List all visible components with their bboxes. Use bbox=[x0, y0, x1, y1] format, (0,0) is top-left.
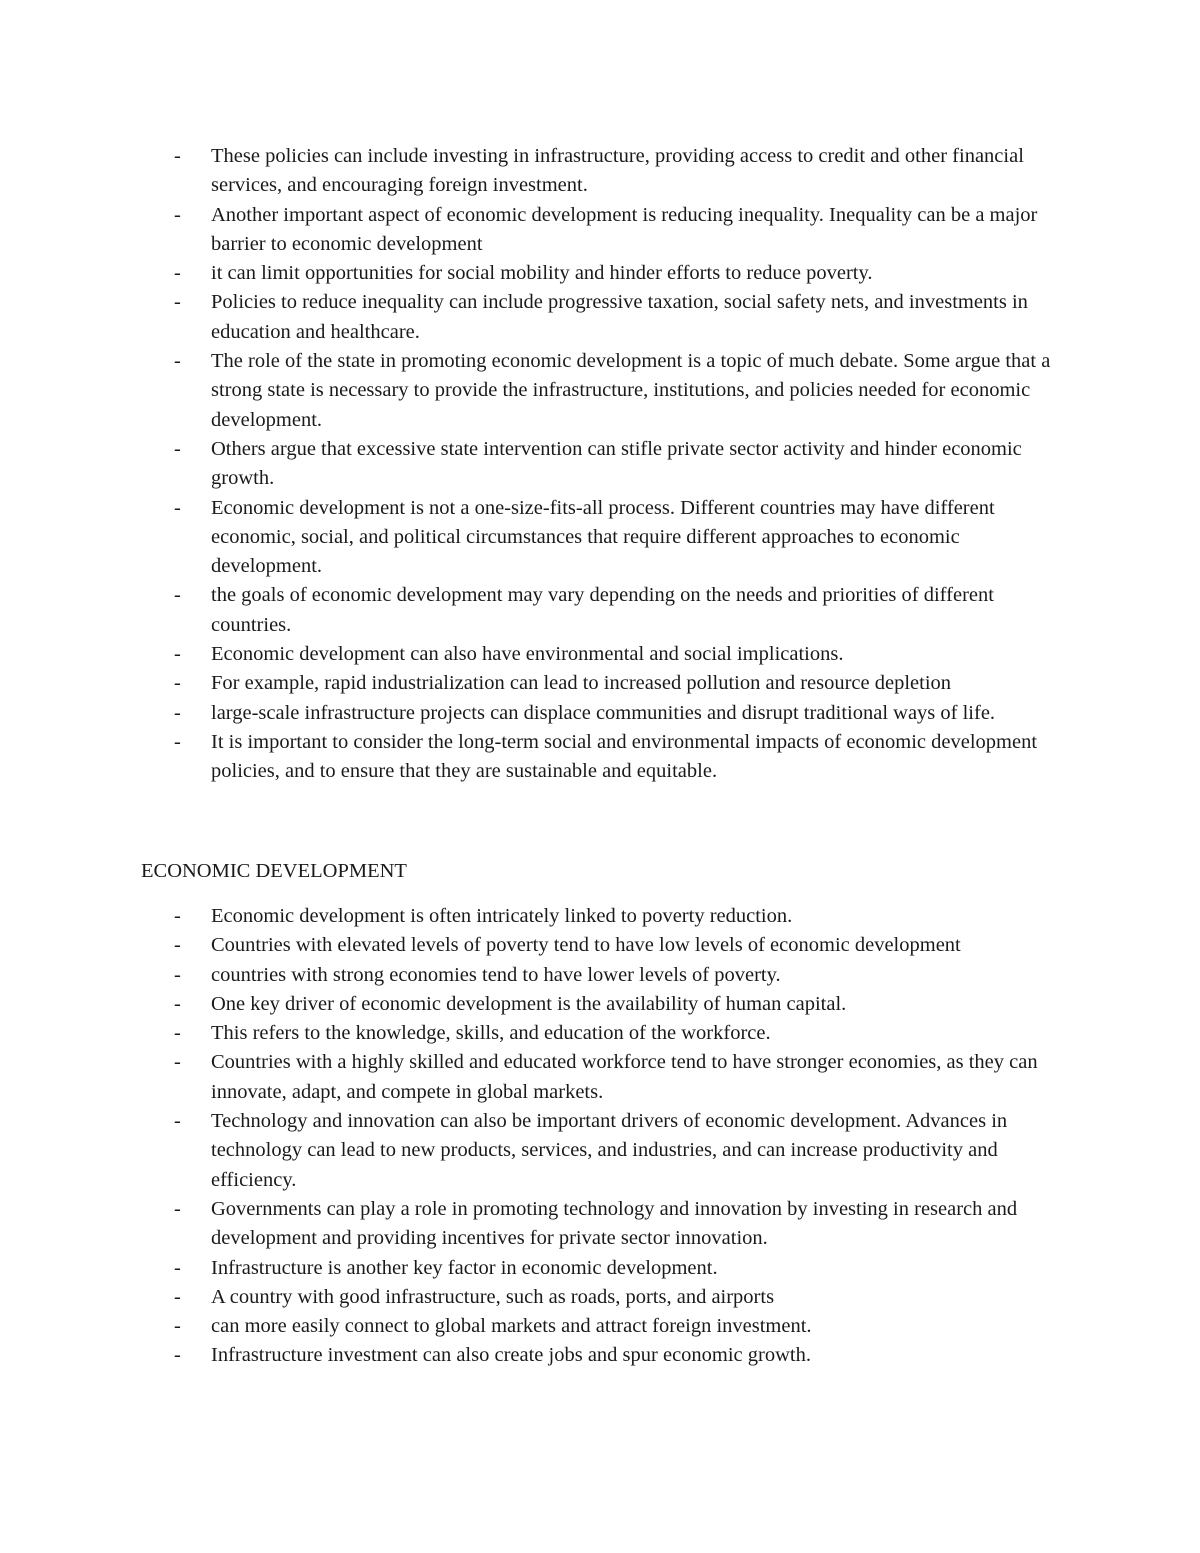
dash-bullet: - bbox=[174, 496, 181, 519]
list-item-text: Countries with elevated levels of poverty tend to have low levels of economic development bbox=[211, 934, 961, 957]
dash-bullet: - bbox=[174, 1315, 181, 1338]
list-item-text: A country with good infrastructure, such as roads, ports, and airports bbox=[211, 1285, 775, 1308]
list-item bbox=[174, 581, 1074, 640]
list-item bbox=[174, 902, 1074, 931]
list-item bbox=[174, 1107, 1074, 1195]
list-item-text: can more easily connect to global markets and attract foreign investment. bbox=[211, 1315, 812, 1338]
list-item-text: It is important to consider the long-term social and environmental impacts of economic development policies, and to ensure that they are sustainable and equitable. bbox=[211, 730, 1038, 783]
dash-bullet: - bbox=[174, 584, 181, 607]
list-item-text: One key driver of economic development is the availability of human capital. bbox=[211, 992, 847, 1015]
list-item bbox=[174, 669, 1074, 698]
list-item-text: Governments can play a role in promoting technology and innovation by investing in research and development and providing incentives for private sector innovation. bbox=[211, 1197, 1018, 1250]
list-item bbox=[174, 1341, 1074, 1370]
list-item bbox=[174, 435, 1074, 494]
bullet-list-1 bbox=[174, 142, 1074, 787]
list-item-text: Another important aspect of economic development is reducing inequality. Inequality can be a major barrier to economic development bbox=[211, 203, 1038, 255]
list-item-text: These policies can include investing in infrastructure, providing access to credit and other financial services, and encouraging foreign investment. bbox=[211, 145, 1024, 197]
list-item bbox=[174, 288, 1074, 347]
dash-bullet: - bbox=[174, 350, 181, 373]
dash-bullet: - bbox=[174, 1051, 181, 1074]
list-item-text: countries with strong economies tend to have lower levels of poverty. bbox=[211, 963, 781, 986]
list-item bbox=[174, 347, 1074, 435]
dash-bullet: - bbox=[174, 643, 181, 666]
list-item-text: it can limit opportunities for social mobility and hinder efforts to reduce poverty. bbox=[211, 262, 873, 285]
list-item bbox=[174, 201, 1074, 260]
list-item-text: Economic development is often intricately linked to poverty reduction. bbox=[211, 905, 793, 927]
list-item bbox=[174, 1195, 1074, 1254]
list-item bbox=[174, 640, 1074, 669]
list-item-text: Infrastructure is another key factor in economic development. bbox=[211, 1256, 718, 1279]
list-item bbox=[174, 142, 1074, 201]
dash-bullet: - bbox=[174, 934, 181, 957]
dash-bullet: - bbox=[174, 672, 181, 695]
list-item bbox=[174, 259, 1074, 288]
list-item bbox=[174, 961, 1074, 990]
list-item bbox=[174, 1019, 1074, 1048]
dash-bullet: - bbox=[174, 730, 181, 753]
list-item bbox=[174, 931, 1074, 960]
list-item bbox=[174, 1312, 1074, 1341]
dash-bullet: - bbox=[174, 963, 181, 986]
dash-bullet: - bbox=[174, 145, 181, 167]
list-item bbox=[174, 699, 1074, 728]
list-item-text: The role of the state in promoting economic development is a topic of much debate. Some argue that a strong state is necessary to provide the infrastructure, institutions, and policies needed for economic development. bbox=[211, 350, 1051, 431]
dash-bullet: - bbox=[174, 701, 181, 724]
dash-bullet: - bbox=[174, 291, 181, 314]
list-item bbox=[174, 728, 1074, 787]
dash-bullet: - bbox=[174, 1110, 181, 1133]
list-item bbox=[174, 494, 1074, 582]
list-item bbox=[174, 1254, 1074, 1283]
dash-bullet: - bbox=[174, 1344, 181, 1367]
list-item-text: Economic development can also have environmental and social implications. bbox=[211, 643, 844, 666]
section-heading: ECONOMIC DEVELOPMENT bbox=[141, 860, 407, 882]
list-item bbox=[174, 1283, 1074, 1312]
list-item-text: For example, rapid industrialization can lead to increased pollution and resource depletion bbox=[211, 672, 952, 695]
list-item bbox=[174, 1048, 1074, 1107]
list-item-text: the goals of economic development may vary depending on the needs and priorities of different countries. bbox=[211, 584, 994, 636]
list-item-text: large-scale infrastructure projects can displace communities and disrupt traditional ways of life. bbox=[211, 701, 996, 724]
list-item-text: Infrastructure investment can also create jobs and spur economic growth. bbox=[211, 1344, 811, 1367]
list-item-text: Countries with a highly skilled and educated workforce tend to have stronger economies, as they can innovate, adapt, and compete in global markets. bbox=[211, 1051, 1038, 1103]
bullet-list-2 bbox=[174, 902, 1074, 1371]
list-item-text: Technology and innovation can also be important drivers of economic development. Advances in technology can lead to new products, services, and industries, and can increase productivity and efficiency. bbox=[211, 1110, 1008, 1191]
dash-bullet: - bbox=[174, 1285, 181, 1308]
dash-bullet: - bbox=[174, 437, 181, 460]
dash-bullet: - bbox=[174, 203, 181, 226]
dash-bullet: - bbox=[174, 1256, 181, 1279]
dash-bullet: - bbox=[174, 262, 181, 285]
dash-bullet: - bbox=[174, 992, 181, 1015]
list-item-text: Others argue that excessive state intervention can stifle private sector activity and hinder economic growth. bbox=[211, 437, 1022, 490]
list-item bbox=[174, 990, 1074, 1019]
dash-bullet: - bbox=[174, 1022, 181, 1045]
list-item-text: Policies to reduce inequality can include progressive taxation, social safety nets, and investments in education and healthcare. bbox=[211, 291, 1028, 343]
dash-bullet: - bbox=[174, 1197, 181, 1220]
list-item-text: Economic development is not a one-size-fits-all process. Different countries may have different economic, social, and political circumstances that require different approaches to economic development. bbox=[211, 496, 995, 578]
list-item-text: This refers to the knowledge, skills, and education of the workforce. bbox=[211, 1022, 771, 1045]
dash-bullet: - bbox=[174, 905, 181, 927]
